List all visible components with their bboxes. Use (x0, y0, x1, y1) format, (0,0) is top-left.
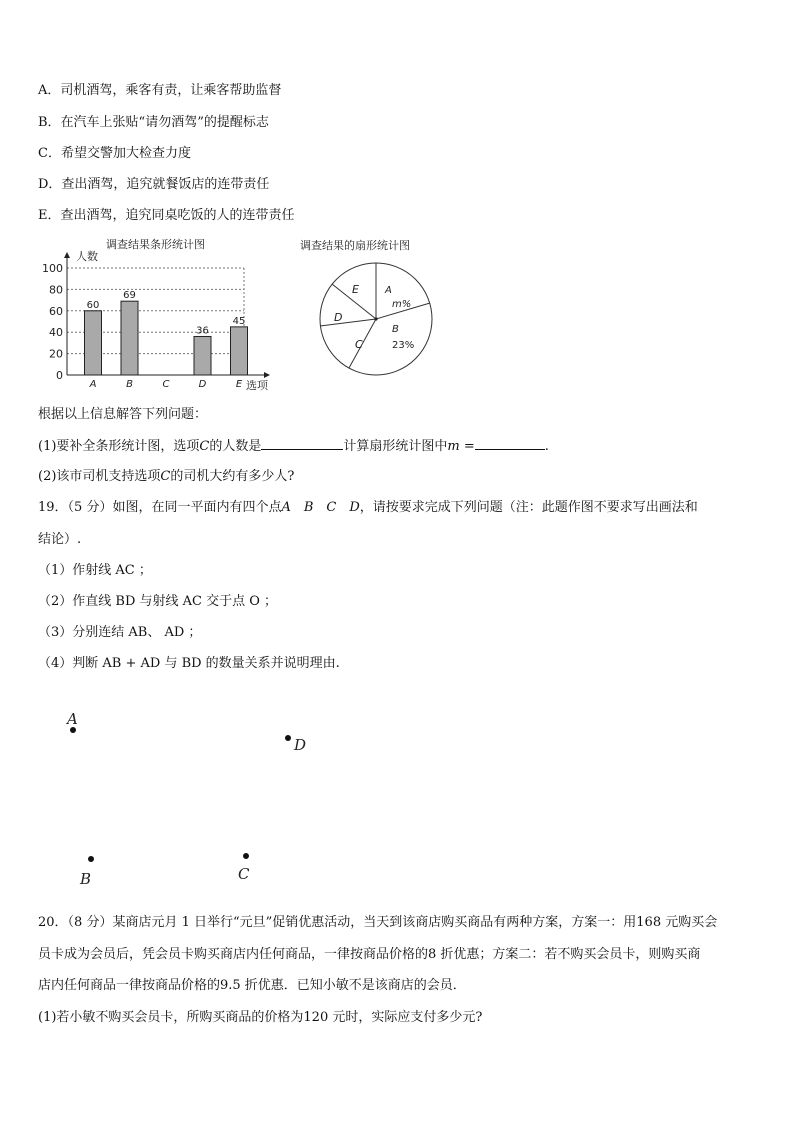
bar-e (231, 327, 248, 375)
points-figure (0, 700, 794, 900)
q1-text-c: 计算扇形统计图中 (343, 439, 448, 454)
point-d (285, 735, 306, 754)
q1-text-d: = (459, 439, 475, 454)
pie-label-d: D (334, 311, 343, 324)
bar-ytick-label: 20 (49, 347, 63, 361)
point-a-label: A (67, 710, 78, 728)
q1-text-e: . (544, 439, 549, 454)
bar-category-b: B (126, 379, 133, 390)
bar-b (121, 301, 138, 375)
q1-text-b: 的人数是 (209, 439, 262, 454)
bar-ytick-label: 80 (49, 283, 63, 297)
pie-label-e: E (352, 283, 359, 296)
problem-19-line-2: 结论）. (38, 532, 82, 547)
q2-text-a: (2)该市司机支持选项 (38, 469, 161, 484)
pie-label-b-value: 23% (392, 340, 415, 351)
bar-chart-xlabel: 选项 (246, 379, 268, 392)
option-c: C．希望交警加大检查力度 (38, 146, 191, 161)
problem-20-question-1: (1)若小敏不购买会员卡，所购买商品的价格为120 元时，实际应支付多少元? (38, 1010, 483, 1025)
problem-20-line-2: 员卡成为会员后，凭会员卡购买商店内任何商品，一律按商品价格的8 折优惠；方案二：若不购买会员卡，则购买商 (38, 947, 701, 962)
point-c-label: C (238, 865, 250, 883)
bar-chart-ylabel: 人数 (76, 250, 98, 263)
option-b: B．在汽车上张贴“请勿酒驾”的提醒标志 (38, 115, 269, 130)
p19-text-a: 19．（5 分）如图，在同一平面内有四个点 (38, 500, 282, 515)
problem-19-step-3: （3）分别连结 AB、 AD ； (38, 625, 202, 640)
problem-20-line-1: 20．（8 分）某商店元月 1 日举行“元旦”促销优惠活动，当天到该商店购买商品有两种方案，方案一：用168 元购买会 (38, 915, 718, 930)
q1-var-c: C (199, 439, 210, 454)
option-a: A．司机酒驾，乘客有责，让乘客帮助监督 (38, 83, 282, 98)
bar-a (85, 311, 102, 375)
pie-chart (296, 236, 438, 404)
bar-value-label-a: 60 (86, 299, 100, 311)
point-d-label: D (294, 736, 307, 754)
bar-ytick-label: 100 (42, 262, 63, 275)
question-2 (38, 468, 294, 486)
bar-d (194, 336, 211, 375)
pie-label-a-value: m% (392, 299, 412, 310)
q2-var-c: C (160, 469, 171, 484)
point-c (238, 853, 250, 883)
questions-intro: 根据以上信息解答下列问题： (38, 407, 208, 422)
problem-19-step-4: （4）判断 AB + AD 与 BD 的数量关系并说明理由. (38, 656, 340, 671)
option-d: D．查出酒驾，追究就餐饭店的连带责任 (38, 177, 270, 192)
problem-20-line-3: 店内任何商品一律按商品价格的9.5 折优惠．已知小敏不是该商店的会员． (38, 978, 466, 993)
p19-text-b: ，请按要求完成下列问题（注：此题作图不要求写出画法和 (359, 500, 698, 515)
bar-category-d: D (198, 379, 207, 390)
bar-category-c: C (162, 379, 170, 390)
bar-category-a: A (89, 379, 97, 390)
bar-ytick-label: 40 (49, 326, 63, 340)
question-1 (38, 437, 549, 456)
point-b-label: B (80, 870, 92, 888)
answer-blank-2[interactable] (475, 437, 545, 450)
q1-text-a: (1)要补全条形统计图，选项 (38, 439, 200, 454)
bar-value-label-b: 69 (123, 290, 136, 302)
pie-label-a: A (385, 285, 392, 296)
bar-category-e: E (235, 379, 243, 390)
problem-19-step-1: （1）作射线 AC ； (38, 563, 152, 578)
p19-points: A B C D (281, 500, 360, 515)
pie-chart-title: 调查结果的扇形统计图 (300, 239, 410, 252)
problem-19-line-1 (38, 499, 698, 517)
option-e: E．查出酒驾，追究同桌吃饭的人的连带责任 (38, 208, 295, 223)
bar-value-label-d: 36 (196, 325, 209, 337)
bar-chart-title: 调查结果条形统计图 (106, 238, 205, 251)
bar-ytick-label: 0 (56, 369, 63, 382)
bar-ytick-label: 60 (49, 304, 63, 318)
problem-19-step-2: （2）作直线 BD 与射线 AC 交于点 O ； (38, 594, 278, 609)
bar-value-label-e: 45 (232, 315, 246, 327)
point-b (79, 856, 94, 888)
pie-label-b: B (392, 324, 399, 335)
q2-text-b: 的司机大约有多少人? (170, 469, 295, 484)
q1-var-m: m (447, 439, 460, 454)
answer-blank-1[interactable] (261, 437, 343, 450)
bar-chart (34, 236, 284, 394)
pie-label-c: C (355, 338, 363, 351)
point-a (65, 710, 78, 733)
